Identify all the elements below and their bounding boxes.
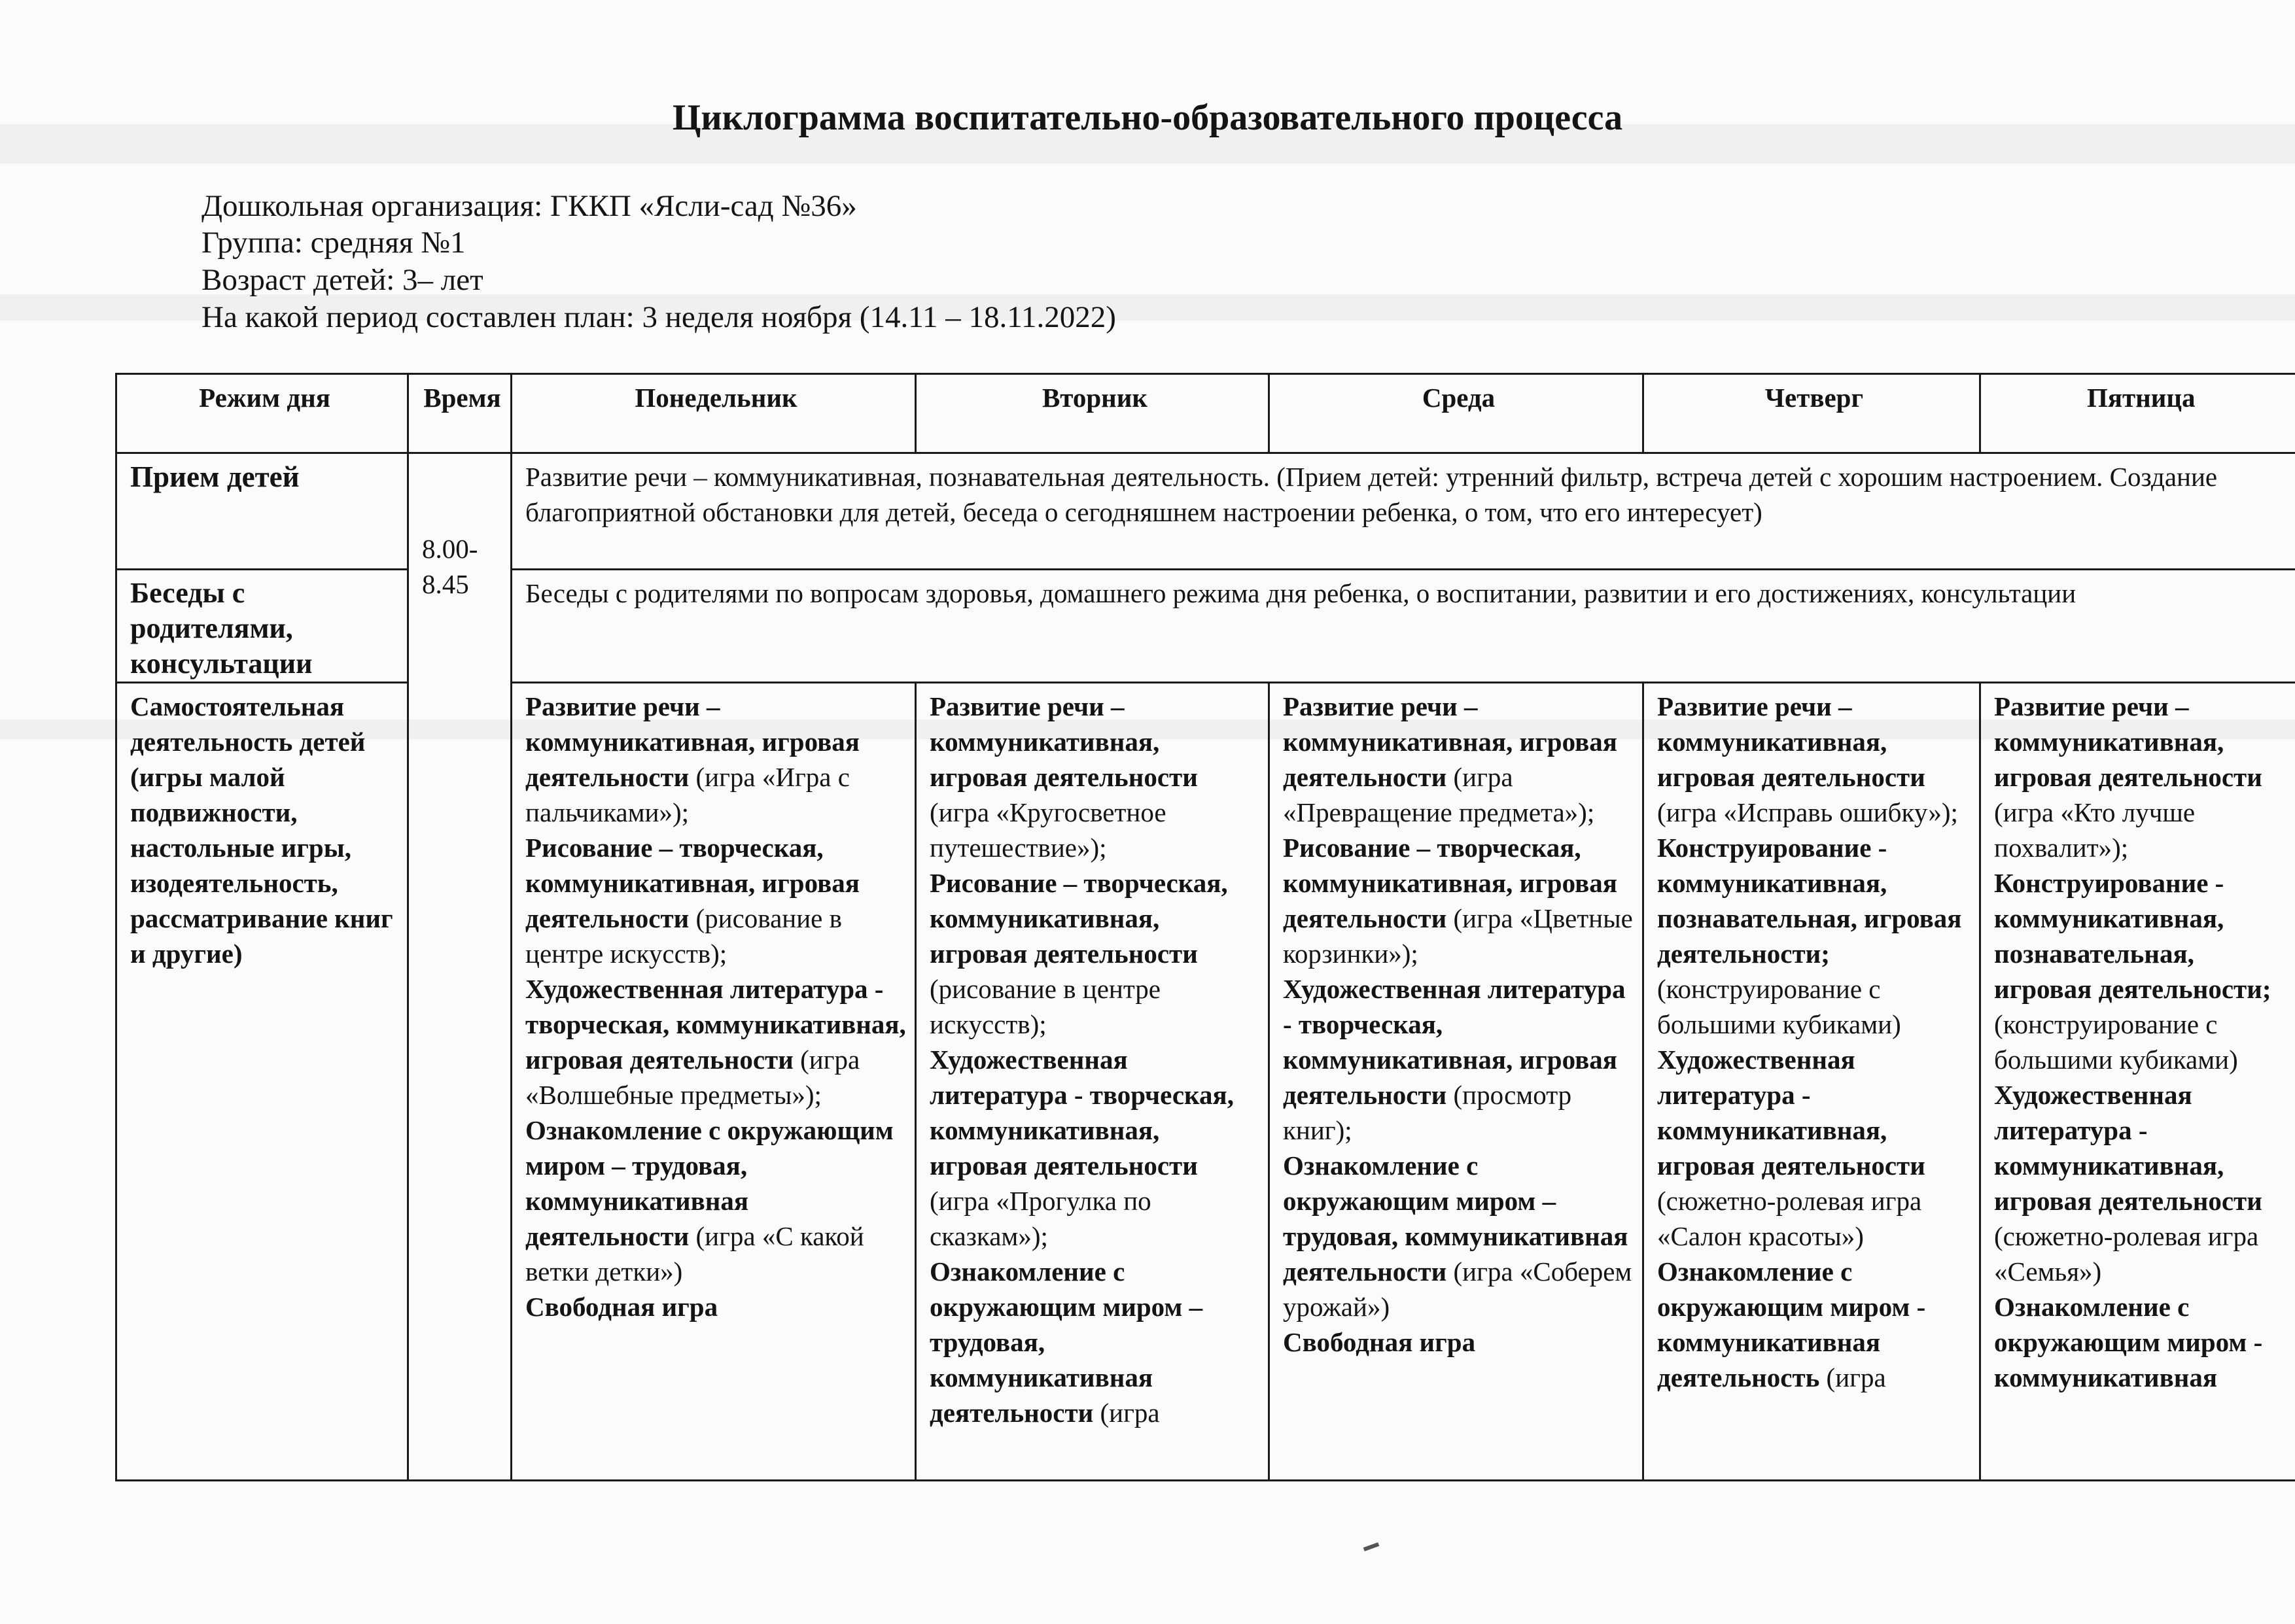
activity-detail: (игра «С какой ветки детки») <box>525 1221 864 1287</box>
row-reception <box>116 453 2295 570</box>
activity-entry <box>1657 1042 1971 1254</box>
thursday-activities <box>1643 683 1980 1481</box>
activity-area: Ознакомление с окружающим миром – трудовая, коммуникативная деятельности <box>1283 1150 1628 1287</box>
activity-detail: (сюжетно-ролевая игра «Салон красоты») <box>1657 1186 1922 1251</box>
activity-area: Развитие речи – коммуникативная, игровая деятельности <box>1994 691 2262 792</box>
activity-area: Развитие речи – коммуникативная, игровая деятельности <box>1657 691 1925 792</box>
document-title: Циклограмма воспитательно-образовательного процесса <box>672 97 1623 138</box>
info-period: На какой период составлен план: 3 неделя ноября (14.11 – 18.11.2022) <box>201 300 1116 334</box>
activity-area: Рисование – творческая, коммуникативная, игровая деятельности <box>525 833 860 933</box>
scan-mark <box>1363 1542 1380 1551</box>
activity-area: Художественная литература - коммуникативная, игровая деятельности <box>1657 1045 1925 1181</box>
activity-area: Свободная игра <box>525 1292 718 1322</box>
activity-detail: (рисование в центре искусств); <box>930 974 1161 1039</box>
activity-area: Рисование – творческая, коммуникативная, игровая деятельности <box>930 868 1228 969</box>
activity-area: Развитие речи – коммуникативная, игровая деятельности <box>525 691 860 792</box>
activity-detail: (конструирование с большими кубиками) <box>1994 1009 2238 1075</box>
wednesday-activities <box>1269 683 1643 1481</box>
header-wednesday: Среда <box>1269 374 1643 453</box>
activity-area: Художественная литература - творческая, коммуникативная, игровая деятельности <box>525 974 906 1075</box>
reception-description: Развитие речи – коммуникативная, познавательная деятельность. (Прием детей: утренний фильтр, встреча детей с хорошим настроением. Создание благоприятной обстановки для детей, беседа о сегодняшнем настроении ребенка, о том, что его интересует) <box>512 453 2295 570</box>
activity-entry <box>1283 689 1634 830</box>
header-regime: Режим дня <box>116 374 408 453</box>
activity-area: Конструирование - коммуникативная, познавательная, игровая деятельности; <box>1994 868 2271 1004</box>
header-monday: Понедельник <box>512 374 916 453</box>
activity-detail: (игра «Кто лучше похвалит»); <box>1994 797 2196 863</box>
activity-entry <box>930 1042 1260 1254</box>
activity-entry <box>525 1289 907 1324</box>
activity-entry <box>525 971 907 1113</box>
time-cell <box>408 453 512 683</box>
activity-entry <box>1657 830 1971 1042</box>
time-value: 8.00- 8.45 <box>422 534 478 599</box>
activity-entry <box>1657 689 1971 830</box>
activity-area: Художественная литература - творческая, коммуникативная, игровая деятельности <box>930 1045 1234 1181</box>
header-friday: Пятница <box>1980 374 2295 453</box>
activity-detail: (игра «Кругосветное путешествие»); <box>930 797 1166 863</box>
activity-detail: (игра <box>1819 1362 1886 1392</box>
activity-area: Развитие речи – коммуникативная, игровая деятельности <box>1283 691 1617 792</box>
time-cell-continued <box>408 683 512 1481</box>
activity-detail: (сюжетно-ролевая игра «Семья») <box>1994 1221 2259 1287</box>
activity-entry <box>525 830 907 971</box>
activity-entry <box>1994 1289 2288 1395</box>
activity-detail: (игра <box>1093 1398 1160 1428</box>
activity-entry <box>1283 971 1634 1148</box>
activity-detail: (игра «Соберем урожай») <box>1283 1256 1632 1322</box>
activity-entry <box>1994 865 2288 1077</box>
cyclogram-table <box>115 373 2295 1481</box>
activity-detail: (игра «Игра с пальчиками»); <box>525 762 850 827</box>
activity-detail: (игра «Превращение предмета»); <box>1283 762 1595 827</box>
activity-detail: (игра «Исправь ошибку»); <box>1657 797 1958 827</box>
activity-entry <box>525 1113 907 1289</box>
regime-independent: Самостоятельная деятельность детей (игры малой подвижности, настольные игры, изодеятельность, рассматривание книг и другие) <box>116 683 408 1481</box>
activity-detail: (конструирование с большими кубиками) <box>1657 974 1901 1039</box>
row-independent <box>116 683 2295 1481</box>
regime-parents: Беседы с родителями, консультации <box>116 570 408 683</box>
activity-area: Свободная игра <box>1283 1327 1476 1357</box>
activity-entry <box>930 1254 1260 1430</box>
header-thursday: Четверг <box>1643 374 1980 453</box>
regime-reception: Прием детей <box>116 453 408 570</box>
activity-entry <box>1283 1148 1634 1324</box>
activity-area: Ознакомление с окружающим миром – трудовая, коммуникативная деятельности <box>525 1115 894 1251</box>
activity-detail: (игра «Цветные корзинки»); <box>1283 903 1633 969</box>
activity-entry <box>1657 1254 1971 1395</box>
activity-entry <box>1283 1324 1634 1360</box>
activity-entry <box>1994 689 2288 865</box>
info-group: Группа: средняя №1 <box>201 226 466 260</box>
activity-entry <box>1283 830 1634 971</box>
monday-activities <box>512 683 916 1481</box>
activity-area: Ознакомление с окружающим миром - коммуникативная деятельность <box>1657 1256 1926 1392</box>
activity-area: Ознакомление с окружающим миром – трудовая, коммуникативная деятельности <box>930 1256 1203 1428</box>
info-age: Возраст детей: 3– лет <box>201 263 483 297</box>
header-tuesday: Вторник <box>916 374 1269 453</box>
activity-area: Художественная литература - творческая, коммуникативная, игровая деятельности <box>1283 974 1626 1110</box>
activity-entry <box>930 865 1260 1042</box>
activity-detail: (игра «Прогулка по сказкам»); <box>930 1186 1151 1251</box>
parents-description: Беседы с родителями по вопросам здоровья, домашнего режима дня ребенка, о воспитании, развитии и его достижениях, консультации <box>512 570 2295 683</box>
header-time: Время <box>408 374 512 453</box>
activity-entry <box>525 689 907 830</box>
info-organization: Дошкольная организация: ГККП «Ясли-сад №36» <box>201 189 857 223</box>
header-row <box>116 374 2295 453</box>
activity-area: Развитие речи – коммуникативная, игровая деятельности <box>930 691 1198 792</box>
friday-activities <box>1980 683 2295 1481</box>
tuesday-activities <box>916 683 1269 1481</box>
activity-area: Рисование – творческая, коммуникативная, игровая деятельности <box>1283 833 1617 933</box>
activity-area: Ознакомление с окружающим миром - коммуникативная <box>1994 1292 2263 1392</box>
activity-area: Художественная литература - коммуникативная, игровая деятельности <box>1994 1080 2262 1216</box>
activity-entry <box>930 689 1260 865</box>
activity-detail: (просмотр книг); <box>1283 1080 1572 1145</box>
activity-area: Конструирование - коммуникативная, познавательная, игровая деятельности; <box>1657 833 1962 969</box>
activity-detail: (игра «Волшебные предметы»); <box>525 1045 860 1110</box>
activity-entry <box>1994 1077 2288 1289</box>
activity-detail: (рисование в центре искусств); <box>525 903 842 969</box>
